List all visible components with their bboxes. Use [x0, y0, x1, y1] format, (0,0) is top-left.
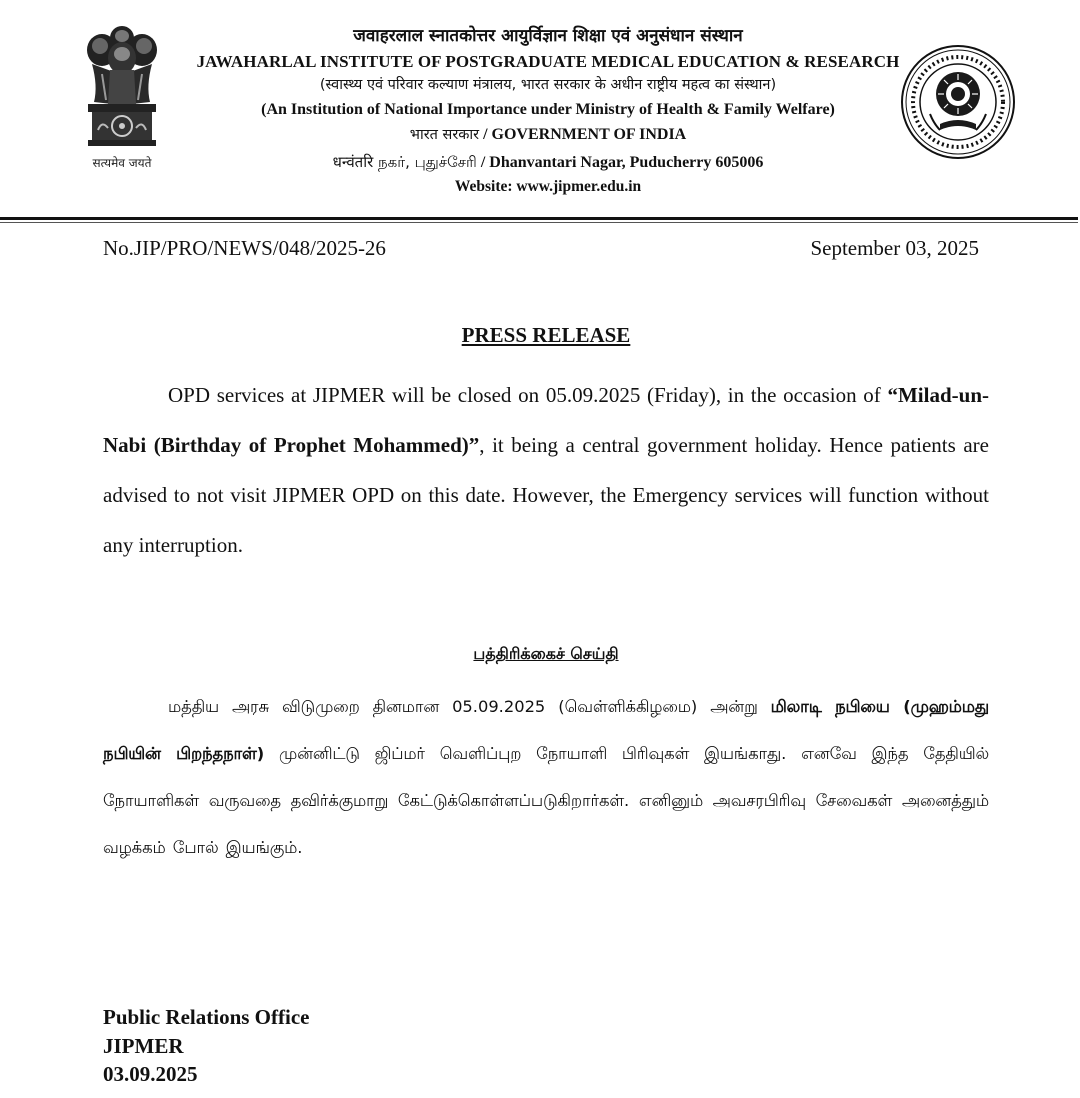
address-local: धन्वंतरि நகர், புதுச்சேரி	[332, 152, 477, 171]
emblem-motto: सत्यमेव जयते	[92, 156, 152, 170]
institute-name-english: JAWAHARLAL INSTITUTE OF POSTGRADUATE MEDICAL EDUCATION & RESEARCH	[196, 52, 900, 71]
institute-status-english: (An Institution of National Importance under Ministry of Health & Family Welfare)	[261, 100, 835, 118]
reference-number: No.JIP/PRO/NEWS/048/2025-26	[103, 236, 386, 260]
press-release-body-english	[103, 370, 989, 570]
press-release-body-tamil	[103, 683, 989, 871]
government-hindi: भारत सरकार	[409, 126, 480, 143]
government-english: / GOVERNMENT OF INDIA	[479, 125, 687, 143]
government-line	[170, 127, 926, 143]
institute-status-hindi: (स्वास्थ्य एवं परिवार कल्याण मंत्रालय, भारत सरकार के अधीन राष्ट्रीय महत्व का संस्थान)	[319, 77, 777, 93]
address-line	[170, 152, 926, 171]
press-release-title-tamil: பத்திரிக்கைச் செய்தி	[473, 644, 619, 663]
institute-seal-icon	[900, 44, 1016, 160]
signature-office: Public Relations Office	[103, 1005, 310, 1029]
header-rule-thin	[0, 222, 1078, 223]
letterhead	[0, 0, 1080, 222]
english-text-part1: OPD services at JIPMER will be closed on 05.09.2025 (Friday), in the occasion of	[168, 383, 888, 407]
tamil-occasion: மிலாடி நபியை (முஹம்மது நபியின் பிறந்தநாள்)	[103, 697, 989, 763]
tamil-text-part2: முன்னிட்டு ஜிப்மர் வெளிப்புற நோயாளி பிரிவுகள் இயங்காது. எனவே இந்த தேதியில் நோயாளிகள் வருவதை தவிர்க்குமாறு கேட்டுக்கொள்ளப்படுகிறார்கள். எனினும் அவசரபிரிவு சேவைகள் அனைத்தும் வழக்கம் போல் இயங்கும்.	[103, 744, 989, 857]
website: Website: www.jipmer.edu.in	[454, 177, 642, 195]
english-occasion: “Milad-un-Nabi (Birthday of Prophet Mohammed)”	[103, 383, 989, 457]
header-rule	[0, 217, 1078, 220]
signature-date: 03.09.2025	[103, 1062, 198, 1086]
english-text-part2: , it being a central government holiday. Hence patients are advised to not visit JIPMER OPD on this date. However, the Emergency services will function without any interruption.	[103, 433, 989, 557]
signature-block	[103, 1003, 309, 1089]
institute-heading	[170, 26, 926, 194]
institute-name-hindi: जवाहरलाल स्नातकोत्तर आयुर्विज्ञान शिक्षा एवं अनुसंधान संस्थान	[353, 26, 743, 46]
document-date: September 03, 2025	[810, 236, 979, 260]
signature-org: JIPMER	[103, 1033, 184, 1058]
national-emblem-icon	[78, 24, 166, 174]
press-release-title: PRESS RELEASE	[461, 323, 631, 347]
address-english: / Dhanvantari Nagar, Puducherry 605006	[476, 153, 764, 171]
tamil-text-part1: மத்திய அரசு விடுமுறை தினமான 05.09.2025 (வெள்ளிக்கிழமை) அன்று	[168, 697, 771, 716]
